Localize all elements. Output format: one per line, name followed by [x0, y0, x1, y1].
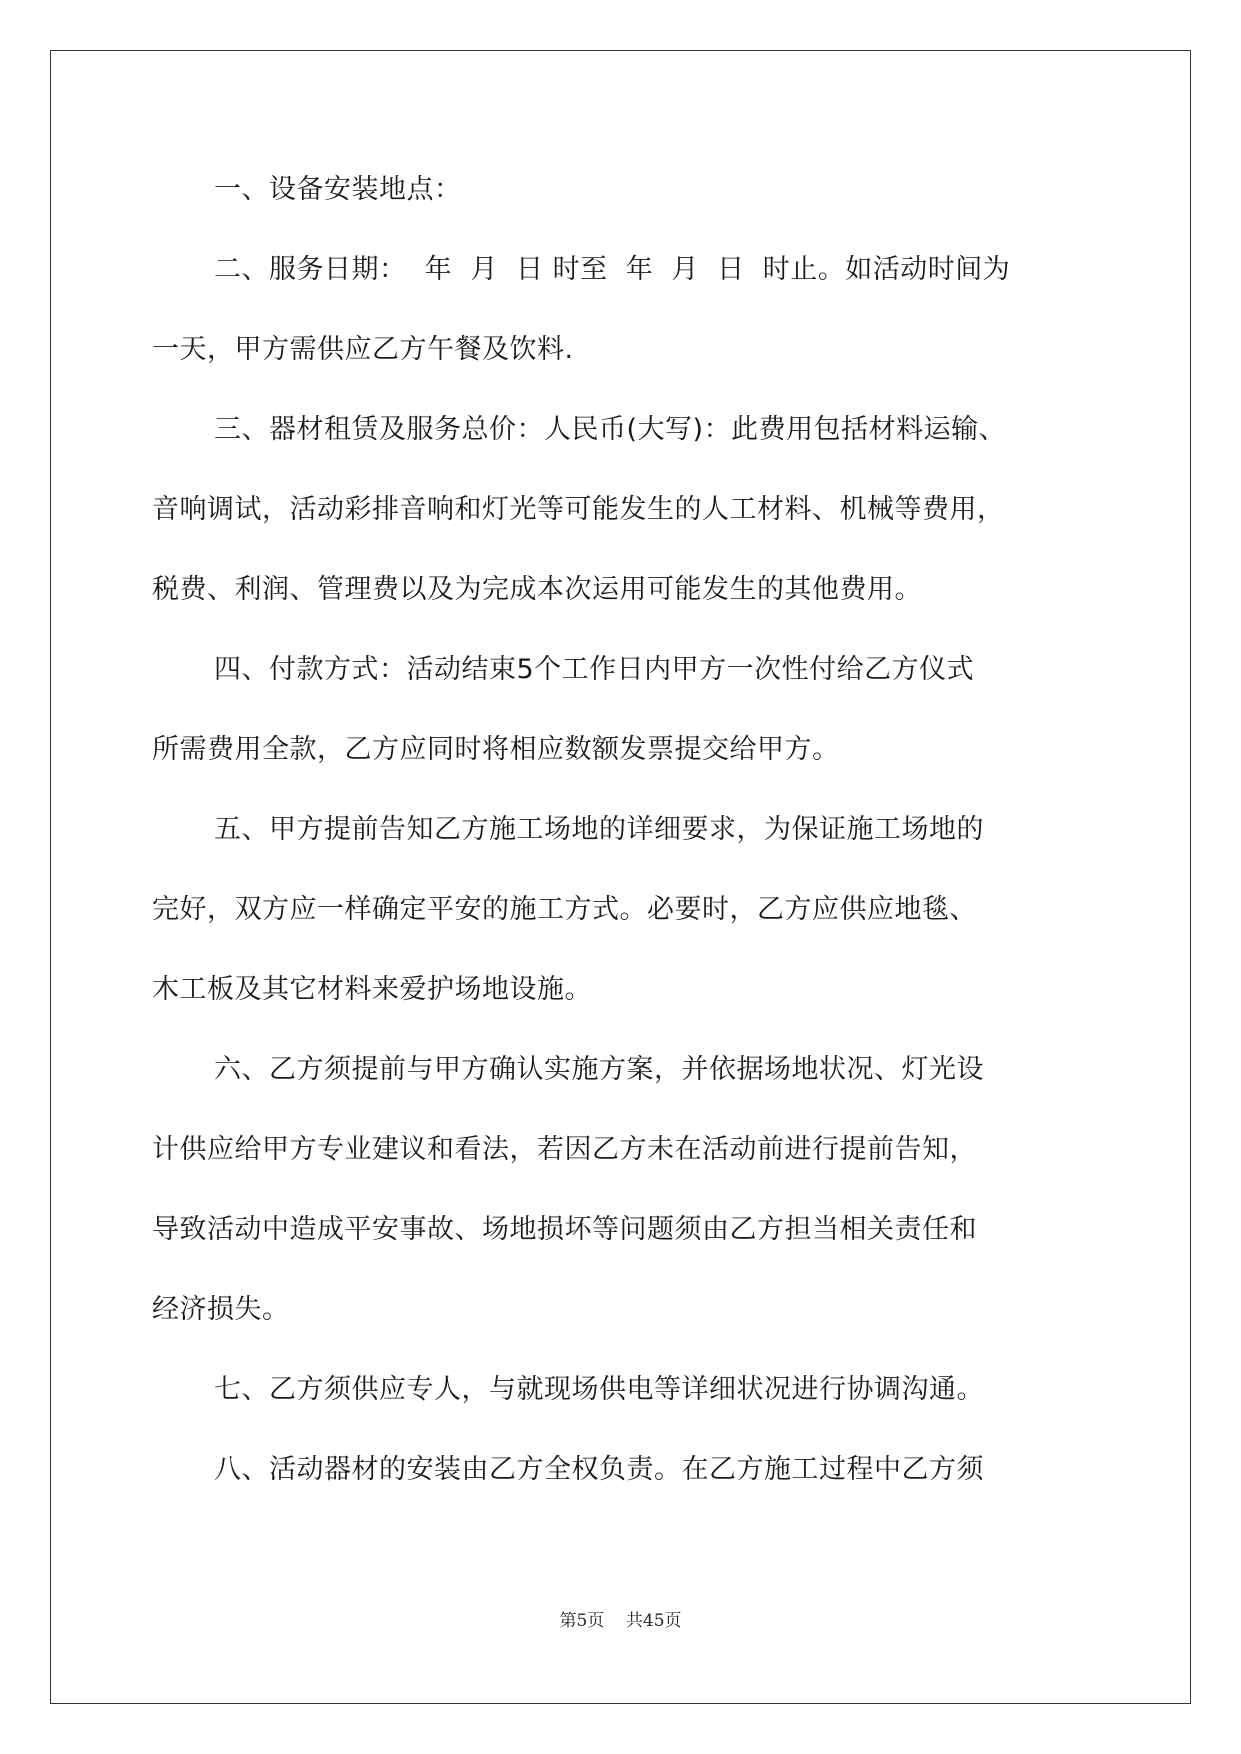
clause-8: [152, 1450, 1092, 1490]
document-body: [152, 170, 1092, 1530]
clause-line: 三、器材租赁及服务总价：人民币(大写)：此费用包括材料运输、: [214, 414, 1007, 445]
clause-line: 经济损失。: [152, 1294, 290, 1325]
clause-line: 一、设备安装地点：: [214, 174, 462, 205]
clause-line: 四、付款方式：活动结束5个工作日内甲方一次性付给乙方仪式: [214, 654, 975, 685]
page-number: 第5页: [559, 1611, 605, 1631]
clause-line: 税费、利润、管理费以及为完成本次运用可能发生的其他费用。: [152, 574, 922, 605]
page-total: 共45页: [625, 1611, 682, 1631]
clause-line: 二、服务日期： 年 月 日 时至 年 月 日 时止。如活动时间为: [214, 254, 1011, 285]
clause-7: [152, 1370, 1092, 1410]
clause-line: 计供应给甲方专业建议和看法，若因乙方未在活动前进行提前告知，: [152, 1134, 977, 1165]
clause-line: 六、乙方须提前与甲方确认实施方案，并依据场地状况、灯光设: [214, 1054, 984, 1085]
clause-line: 八、活动器材的安装由乙方全权负责。在乙方施工过程中乙方须: [214, 1454, 984, 1485]
clause-line: 七、乙方须供应专人，与就现场供电等详细状况进行协调沟通。: [214, 1374, 984, 1405]
page-footer: [0, 1606, 1241, 1631]
clause-2: [152, 250, 1092, 370]
clause-line: 木工板及其它材料来爱护场地设施。: [152, 974, 592, 1005]
clause-line: 所需费用全款，乙方应同时将相应数额发票提交给甲方。: [152, 734, 840, 765]
clause-line: 五、甲方提前告知乙方施工场地的详细要求，为保证施工场地的: [214, 814, 984, 845]
clause-3: [152, 410, 1092, 610]
clause-1: [152, 170, 1092, 210]
clause-line: 一天，甲方需供应乙方午餐及饮料.: [152, 334, 574, 365]
clause-5: [152, 810, 1092, 1010]
clause-6: [152, 1050, 1092, 1330]
clause-line: 导致活动中造成平安事故、场地损坏等问题须由乙方担当相关责任和: [152, 1214, 977, 1245]
clause-4: [152, 650, 1092, 770]
clause-line: 完好，双方应一样确定平安的施工方式。必要时，乙方应供应地毯、: [152, 894, 977, 925]
clause-line: 音响调试，活动彩排音响和灯光等可能发生的人工材料、机械等费用，: [152, 494, 1005, 525]
